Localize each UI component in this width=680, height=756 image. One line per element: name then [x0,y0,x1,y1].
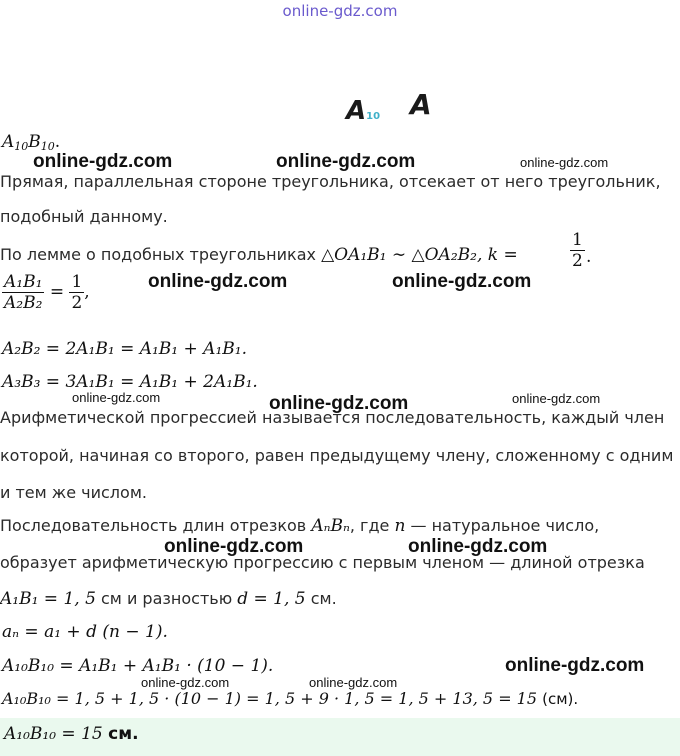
period: . [586,247,592,267]
line-a10b10: $A_{10}B_{10}$. [2,132,61,153]
watermark: online-gdz.com [276,151,416,172]
watermark: online-gdz.com [392,271,532,292]
watermark: online-gdz.com [520,155,609,170]
site-watermark-top[interactable]: online-gdz.com [282,2,398,20]
sequence-line: Последовательность длин отрезков AₙBₙ, где n — натуральное число, [0,516,600,536]
paragraph-line: Прямая, параллельная стороне треугольника, отсекает от него треугольник, [0,172,661,191]
first-term-line: A₁B₁ = 1, 5 см и разностью d = 1, 5 см. [0,589,337,609]
watermark: online-gdz.com [72,390,161,405]
coefficient-fraction: $\frac{1}{2}$ [572,230,583,271]
ratio-equation: $\frac{\text{A₁B₁}}{\text{A₂B₂}}$ = $\frac{1}{2}$ , [4,272,90,313]
formula-a10b10: A₁₀B₁₀ = A₁B₁ + A₁B₁ · (10 − 1). [2,656,274,676]
calculation-line: A₁₀B₁₀ = 1, 5 + 1, 5 · (10 − 1) = 1, 5 + 9 · 1, 5 = 1, 5 + 13, 5 = 15 (см). [2,689,579,708]
header-fragment [346,96,380,126]
equation-a3b3: A₃B₃ = 3A₁B₁ = A₁B₁ + 2A₁B₁. [2,372,258,392]
watermark: online-gdz.com [141,675,230,690]
watermark: online-gdz.com [505,655,645,676]
lemma-line: По лемме о подобных треугольниках △OA₁B₁ ∼ △OA₂B₂, k = [0,245,518,265]
header-letter-a2: A [410,88,432,121]
watermark: online-gdz.com [164,536,304,557]
watermark: online-gdz.com [148,271,288,292]
paragraph-line: которой, начиная со второго, равен предыдущему члену, сложенному с одним [0,446,674,465]
watermark: online-gdz.com [33,151,173,172]
paragraph-line: образует арифметическую прогрессию с первым членом — длиной отрезка [0,553,645,572]
watermark: online-gdz.com [512,391,601,406]
paragraph-line: и тем же числом. [0,483,147,502]
formula-general-term: aₙ = a₁ + d (n − 1). [2,622,168,642]
lemma-formula: △OA₁B₁ ∼ △OA₂B₂, k = [321,245,518,265]
paragraph-line: Арифметической прогрессией называется последовательность, каждый член [0,408,665,427]
watermark: online-gdz.com [269,393,409,414]
paragraph-line: подобный данному. [0,207,168,226]
equation-a2b2: A₂B₂ = 2A₁B₁ = A₁B₁ + A₁B₁. [2,339,247,359]
watermark: online-gdz.com [309,675,398,690]
watermark: online-gdz.com [408,536,548,557]
header-fragment-2 [410,88,432,121]
answer-line: A₁₀B₁₀ = 15 см. [4,724,139,744]
header-letter-a: A [346,96,367,126]
header-subscript: 10 [366,111,381,122]
